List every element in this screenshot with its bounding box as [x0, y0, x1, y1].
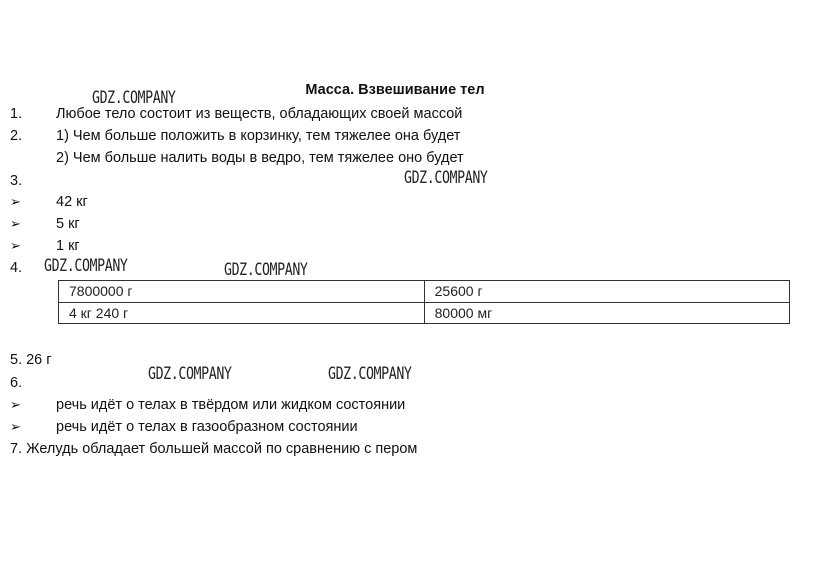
item-text: 5 кг [56, 216, 80, 232]
item-text: 1 кг [56, 238, 80, 254]
item-number: 6. [10, 375, 23, 391]
item-number: 2. [10, 128, 23, 144]
bullet-arrow-icon: ➢ [10, 238, 21, 253]
table-row [59, 281, 790, 303]
table-cell: 80000 мг [424, 302, 789, 324]
bullet-arrow-icon: ➢ [10, 194, 21, 209]
item-number: 3. [10, 173, 23, 189]
watermark: GDZ.COMPANY [328, 364, 412, 384]
table-row [59, 302, 790, 324]
watermark: GDZ.COMPANY [404, 168, 488, 188]
item-number: 1. [10, 106, 23, 122]
table-cell: 7800000 г [59, 281, 425, 303]
item-text: 5. 26 г [10, 352, 52, 368]
bullet-arrow-icon: ➢ [10, 216, 21, 231]
item-text: 2) Чем больше налить воды в ведро, тем тяжелее оно будет [56, 150, 464, 166]
mass-table [58, 280, 790, 324]
item-number: 4. [10, 260, 23, 276]
item-text: Любое тело состоит из веществ, обладающих своей массой [56, 106, 463, 122]
watermark: GDZ.COMPANY [148, 364, 232, 384]
bullet-arrow-icon: ➢ [10, 419, 21, 434]
item-text: речь идёт о телах в твёрдом или жидком состоянии [56, 397, 406, 413]
watermark: GDZ.COMPANY [224, 260, 308, 280]
bullet-arrow-icon: ➢ [10, 397, 21, 412]
item-text: 1) Чем больше положить в корзинку, тем тяжелее она будет [56, 128, 461, 144]
item-text: 42 кг [56, 194, 88, 210]
page-title: Масса. Взвешивание тел [305, 82, 485, 98]
watermark: GDZ.COMPANY [44, 256, 128, 276]
item-text: речь идёт о телах в газообразном состоянии [56, 419, 358, 435]
item-text: 7. Желудь обладает большей массой по сравнению с пером [10, 441, 418, 457]
watermark: GDZ.COMPANY [92, 88, 176, 108]
table-cell: 25600 г [424, 281, 789, 303]
table-cell: 4 кг 240 г [59, 302, 425, 324]
